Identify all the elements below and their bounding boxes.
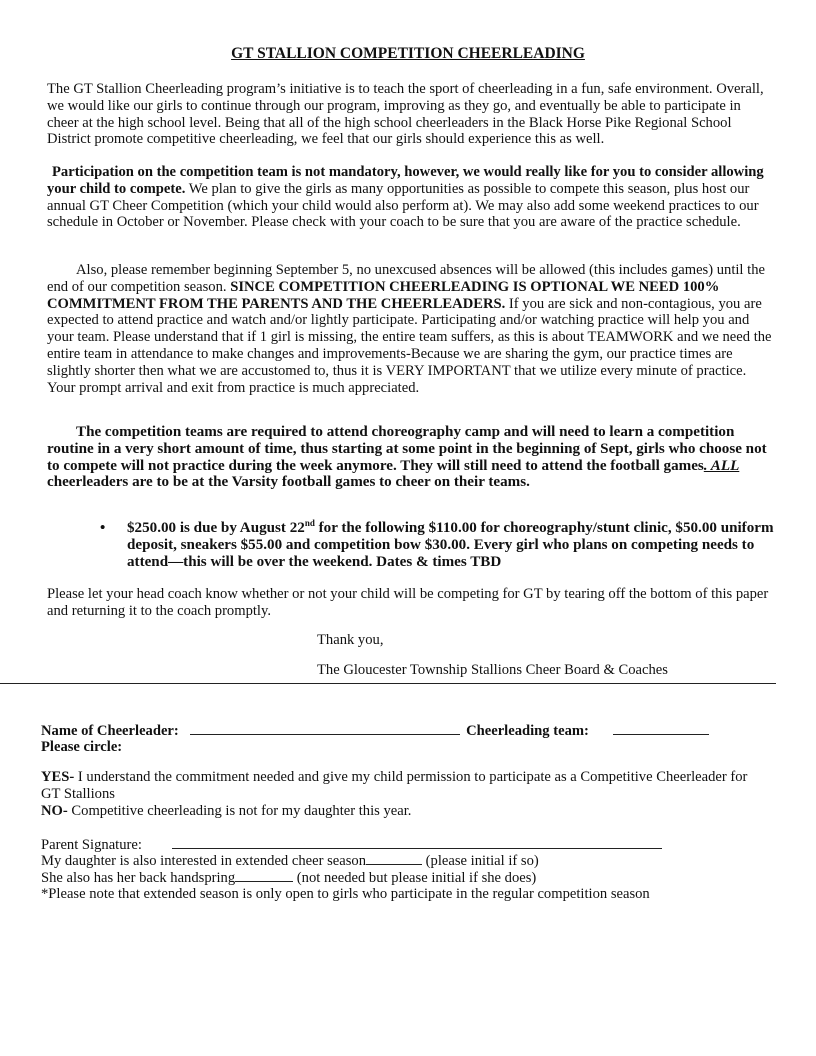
extended-season-footnote: *Please note that extended season is only open to girls who participate in the regular competition season xyxy=(41,886,650,902)
no-option[interactable] xyxy=(41,803,781,820)
extended-season-note: (please initial if so) xyxy=(422,853,539,869)
name-label: Name of Cheerleader: xyxy=(41,723,179,739)
fee-suffix: nd xyxy=(304,517,315,528)
extended-season-text: My daughter is also interested in extended cheer season xyxy=(41,853,367,869)
intro-paragraph xyxy=(47,81,772,148)
yes-option[interactable] xyxy=(41,769,766,803)
closing-signoff: The Gloucester Township Stallions Cheer Board & Coaches xyxy=(317,662,668,678)
extended-season-initial-field[interactable] xyxy=(366,852,422,865)
please-circle-label: Please circle: xyxy=(41,739,123,755)
handspring-text: She also has her back handspring xyxy=(41,870,236,886)
no-label: NO- xyxy=(41,803,68,819)
document-title: GT STALLION COMPETITION CHEERLEADING xyxy=(231,45,585,62)
camp-text-b: cheerleaders are to be at the Varsity football games to cheer on their teams. xyxy=(47,474,530,491)
no-text: Competitive cheerleading is not for my daughter this year. xyxy=(67,803,412,819)
team-label: Cheerleading team: xyxy=(466,723,589,739)
camp-all-text: . ALL xyxy=(703,457,740,474)
return-paragraph xyxy=(47,586,772,620)
yes-text: I understand the commitment needed and give my child permission to participate as a Competitive Cheerleader for GT Stallions xyxy=(41,769,748,802)
participation-paragraph xyxy=(47,164,772,231)
parent-signature-field[interactable] xyxy=(172,836,662,849)
yes-label: YES- xyxy=(41,769,75,785)
return-text: Please let your head coach know whether or not your child will be competing for GT by tearing off the bottom of this paper and returning it to the coach promptly. xyxy=(47,586,769,619)
participation-text: We plan to give the girls as many opportunities as possible to compete this season, plus host our annual GT Cheer Competition (which your child would also perform at). We may also add some weekend practices to our schedule in October or November. Please check with your coach to be sure that you are aware of the practice schedule. xyxy=(47,180,759,231)
name-row xyxy=(41,722,781,740)
handspring-note: (not needed but please initial if she does) xyxy=(293,870,537,886)
attendance-paragraph xyxy=(47,262,772,396)
tear-off-line xyxy=(0,683,776,684)
extended-season-row xyxy=(41,852,781,870)
closing-thanks: Thank you, xyxy=(317,632,384,648)
bullet-icon: • xyxy=(100,520,106,536)
fee-text-b: for the following $110.00 for choreography/stunt clinic, $50.00 uniform deposit, sneakers $55.00 and competition bow $30.00. Every girl who plans on competing needs to attend—this will be over the weekend. Dates & times TBD xyxy=(127,520,774,570)
participation-bold-text: Participation on the competition team is not mandatory, however, we would really like for you to consider allowing your child to compete. xyxy=(47,164,764,197)
handspring-row xyxy=(41,869,781,887)
team-field[interactable] xyxy=(613,722,709,735)
commitment-bold-text: SINCE COMPETITION CHEERLEADING IS OPTIONAL WE NEED 100% COMMITMENT FROM THE PARENTS AND THE CHEERLEADERS. xyxy=(47,278,720,312)
fee-text-a: $250.00 is due by August 22 xyxy=(127,520,305,536)
camp-paragraph xyxy=(47,424,772,491)
attendance-text-a: Also, please remember beginning September 5, no unexcused absences will be allowed (this includes games) until the end of our competition season. xyxy=(47,262,765,295)
attendance-text-b: If you are sick and non-contagious, you are expected to attend practice and watch and/or lightly participate. Participating and/or watching practice will help you and your team. Please understand that if 1 girl is missing, the entire team suffers, as this is about TEAMWORK and we need the entire team in attendance to make changes and improvements-Because we are sharing the gym, our practice times are slightly shorter then what we are accustomed to, thus it is VERY IMPORTANT that we utilize every minute of practice. Your prompt arrival and exit from practice is much appreciated. xyxy=(47,295,772,396)
intro-text: The GT Stallion Cheerleading program’s initiative is to teach the sport of cheerleading in a fun, safe environment. Overall, we would like our girls to continue through our program, improving as they go, and eventually be able to participate in cheer at the high school level. Being that all of the high school cheerleaders in the Black Horse Pike Regional School District promote competitive cheerleading, we feel that our girls should experience this as well. xyxy=(47,81,764,148)
parent-signature-label: Parent Signature: xyxy=(41,837,142,853)
camp-text-a: The competition teams are required to attend choreography camp and will need to learn a competition routine in a very short amount of time, thus starting at some point in the beginning of Sept, girls who choose not to compete will not practice during the week anymore. They will still need to attend the football games xyxy=(47,424,767,474)
fee-bullet xyxy=(100,517,782,570)
name-field[interactable] xyxy=(190,722,460,735)
handspring-initial-field[interactable] xyxy=(235,869,293,882)
